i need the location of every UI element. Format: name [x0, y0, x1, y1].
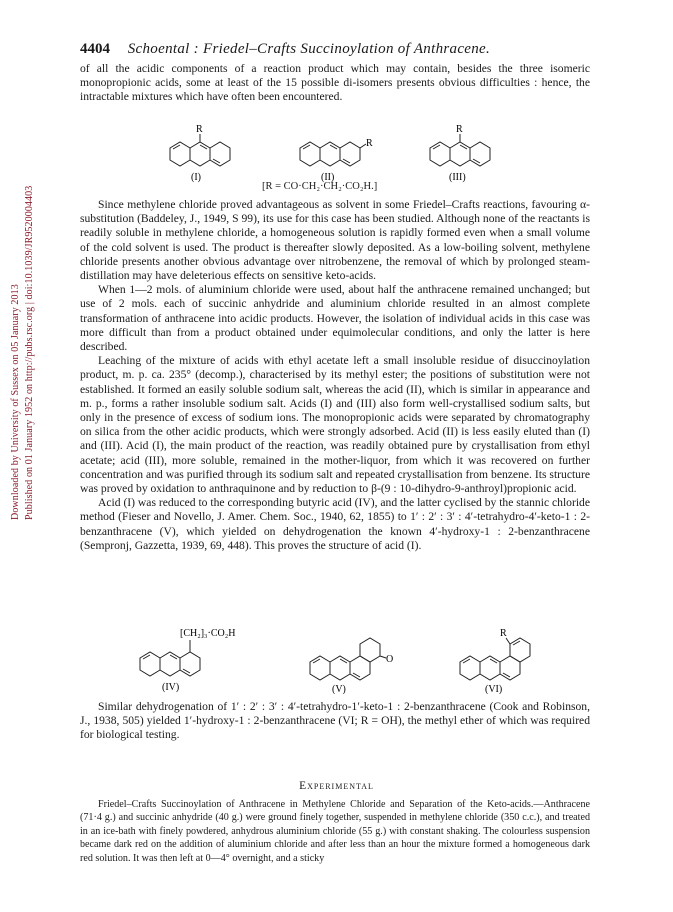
- structure-IV: [140, 640, 200, 676]
- page-number: 4404: [80, 41, 110, 57]
- paragraph: Leaching of the mixture of acids with ethyl acetate left a small insoluble residue of disuccinoylation product, m. p. ca. 235° (decomp.), characterised by its methyl ester; the positions of substitution were not established. It formed an easily soluble sodium salt, whereas the acid (II), which is similar in appearance and m. p., forms a rather insoluble sodium salt. Acids (I) and (III) also form well-crystallised sodium salts, but only in the presence of excess of sodium ions. The monopropionic acids were separated by chromatography on silica from the other acidic products, which were strongly adsorbed. Acid (II) is less easily eluted than (I) and (III). Acid (I), the main product of the reaction, was readily obtained pure by crystallisation from ethyl acetate; acid (III), more soluble, remained in the mother-liquor, from which it was recovered on further concentration and was purified through its sodium salt and repeated crystallisation from benzene. Its structure was proved by oxidation to anthraquinone and by reduction to β-(9 : 10-dihydro-9-anthroyl)propionic acid.: [80, 354, 590, 496]
- structure-I-label: (I): [191, 172, 201, 183]
- structure-VI: [460, 638, 530, 680]
- paragraph: When 1—2 mols. of aluminium chloride were used, about half the anthracene remained unchanged; but use of 2 mols. each of succinic anhydride and aluminium chloride resulted in an almost complete transformation of anthracene into acidic products. However, the isolation of individual acids in this case was more difficult than from a product obtained under equimolecular conditions, and only the latter is here described.: [80, 283, 590, 354]
- structure-I: [170, 134, 230, 166]
- structure-III-label: (III): [449, 172, 466, 183]
- structure-V-substituent: O: [386, 654, 394, 665]
- running-title: Schoental : Friedel–Crafts Succinoylation of Anthracene.: [127, 41, 491, 57]
- structure-II-r-label: R: [366, 138, 373, 149]
- paragraph: Acid (I) was reduced to the corresponding butyric acid (IV), and the latter cyclised by the stannic chloride method (Fieser and Novello, J. Amer. Chem. Soc., 1940, 62, 1855) to 1′ : 2′ : 3′ : 4′-tetrahydro-4′-keto-1 : 2-benzanthracene (V), which yielded on dehydrogenation the known 4′-hydroxy-1 : 2-benzanthracene (Sempronj, Gazzetta, 1939, 69, 448). This proves the structure of acid (I).: [80, 496, 590, 552]
- body-text-block: [80, 198, 590, 553]
- after-structures-block: [80, 700, 590, 743]
- paragraph: Similar dehydrogenation of 1′ : 2′ : 3′ : 4′-tetrahydro-1′-keto-1 : 2-benzanthracene (Cook and Robinson, J., 1938, 505) yielded 1′-hydroxy-1 : 2-benzanthracene (VI; R = OH), the methyl ether of which was required for biological testing.: [80, 700, 590, 742]
- structure-VI-substituent: R: [500, 628, 507, 639]
- structure-III: [430, 134, 490, 166]
- download-note[interactable]: Downloaded by University of Sussex on 05 January 2013: [10, 284, 21, 520]
- structure-III-r-label: R: [456, 124, 463, 135]
- paragraph: Friedel–Crafts Succinoylation of Anthracene in Methylene Chloride and Separation of the Keto-acids.—Anthracene (71·4 g.) and succinic anhydride (40 g.) were ground finely together, suspended in methylene chloride (350 c.c.), and treated in an ice-bath with finely powdered, anhydrous aluminium chloride (55 g.) with constant shaking. The colourless suspension became dark red on the addition of aluminium chloride and after less than an hour the mixture formed a homogeneous dark red solution. It was then left at 0—4° overnight, and a sticky: [80, 799, 590, 864]
- structure-V: [310, 638, 386, 680]
- publication-note[interactable]: Published on 01 January 1952 on http://pubs.rsc.org | doi:10.1039/JR9520004403: [24, 185, 35, 520]
- structures-top: [160, 118, 580, 186]
- structure-IV-substituent: [CH₂]₃·CO₂H: [180, 628, 236, 639]
- structure-II: [300, 142, 366, 166]
- r-definition: [R = CO·CH₂·CH₂·CO₂H.]: [262, 181, 378, 192]
- structure-VI-label: (VI): [485, 684, 503, 694]
- structures-bottom: [120, 622, 590, 694]
- section-heading: Experimental: [299, 780, 374, 792]
- structure-IV-label: (IV): [162, 682, 180, 693]
- experimental-block: [80, 798, 590, 865]
- structure-II-label: (II): [321, 172, 335, 183]
- paragraph: Since methylene chloride proved advantageous as solvent in some Friedel–Crafts reactions, favouring α-substitution (Baddeley, J., 1949, S 99), its use for this case has been studied. Although none of the reactants is readily soluble in methylene chloride, a homogeneous solution is rapidly formed even when a small volume of the cold solvent is used. The product is thereafter slowly deposited. As a low-boiling solvent, methylene chloride presents another obvious advantage over nitrobenzene, the removal of which by prolonged steam-distillation may have deleterious effects on sensitive keto-acids.: [80, 198, 590, 283]
- structure-V-label: (V): [332, 684, 346, 694]
- paragraph: of all the acidic components of a reaction product which may contain, besides the three isomeric monopropionic acids, some at least of the 15 possible di-isomers presents obvious difficulties : hence, the intractable mixtures which have often been encountered.: [80, 62, 590, 104]
- structure-I-r-label: R: [196, 124, 203, 135]
- page-header: [80, 40, 590, 58]
- intro-paragraph-block: [80, 62, 590, 105]
